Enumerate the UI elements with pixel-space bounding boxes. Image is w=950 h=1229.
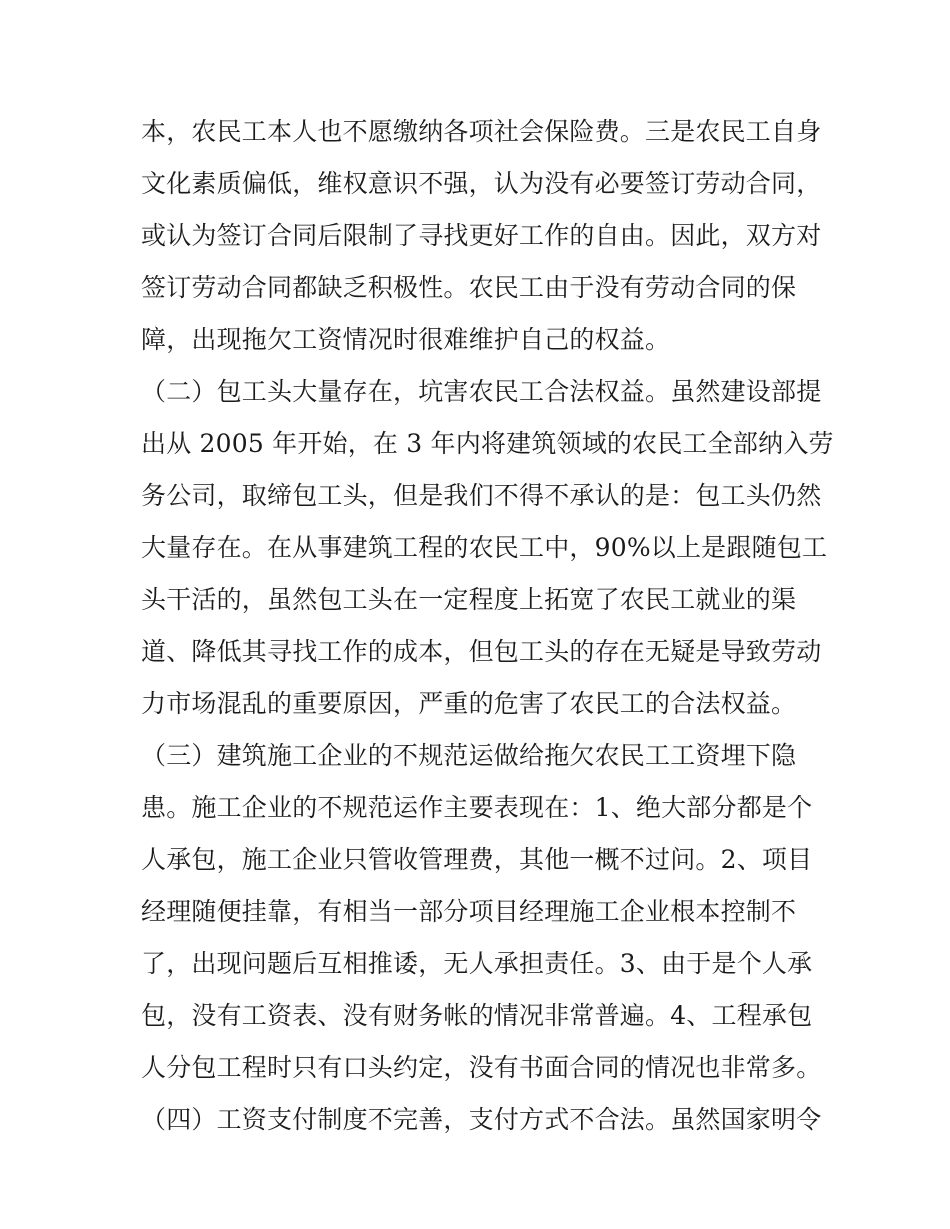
text-line: 签订劳动合同都缺乏积极性。农民工由于没有劳动合同的保 (141, 273, 797, 302)
text-line: 人分包工程时只有口头约定，没有书面合同的情况也非常多。 (141, 1053, 822, 1082)
text-line: 人承包，施工企业只管收管理费，其他一概不过问。2、项目 (141, 845, 813, 874)
text-line: 文化素质偏低，维权意识不强，认为没有必要签订劳动合同， (141, 169, 822, 198)
text-line: 了，出现问题后互相推诿，无人承担责任。3、由于是个人承 (141, 949, 813, 978)
text-line: 患。施工企业的不规范运作主要表现在：1、绝大部分都是个 (141, 793, 813, 822)
text-line: 力市场混乱的重要原因，严重的危害了农民工的合法权益。 (141, 689, 797, 718)
text-line: （二）包工头大量存在，坑害农民工合法权益。虽然建设部提 (141, 377, 822, 406)
text-line: 务公司，取缔包工头，但是我们不得不承认的是：包工头仍然 (141, 481, 822, 510)
text-line: 头干活的，虽然包工头在一定程度上拓宽了农民工就业的渠 (141, 585, 797, 614)
text-line: （三）建筑施工企业的不规范运做给拖欠农民工工资埋下隐 (141, 741, 797, 770)
text-line: 或认为签订合同后限制了寻找更好工作的自由。因此，双方对 (141, 221, 822, 250)
body-text (141, 106, 834, 1146)
text-line: 经理随便挂靠，有相当一部分项目经理施工企业根本控制不 (141, 897, 797, 926)
text-line: （四）工资支付制度不完善，支付方式不合法。虽然国家明令 (141, 1105, 822, 1134)
text-line: 大量存在。在从事建筑工程的农民工中，90%以上是跟随包工 (141, 533, 828, 562)
text-line: 本，农民工本人也不愿缴纳各项社会保险费。三是农民工自身 (141, 117, 822, 146)
text-line: 出从 2005 年开始，在 3 年内将建筑领域的农民工全部纳入劳 (141, 429, 834, 458)
text-line: 包，没有工资表、没有财务帐的情况非常普遍。4、工程承包 (141, 1001, 813, 1030)
text-line: 障，出现拖欠工资情况时很难维护自己的权益。 (141, 325, 671, 354)
text-line: 道、降低其寻找工作的成本，但包工头的存在无疑是导致劳动 (141, 637, 822, 666)
